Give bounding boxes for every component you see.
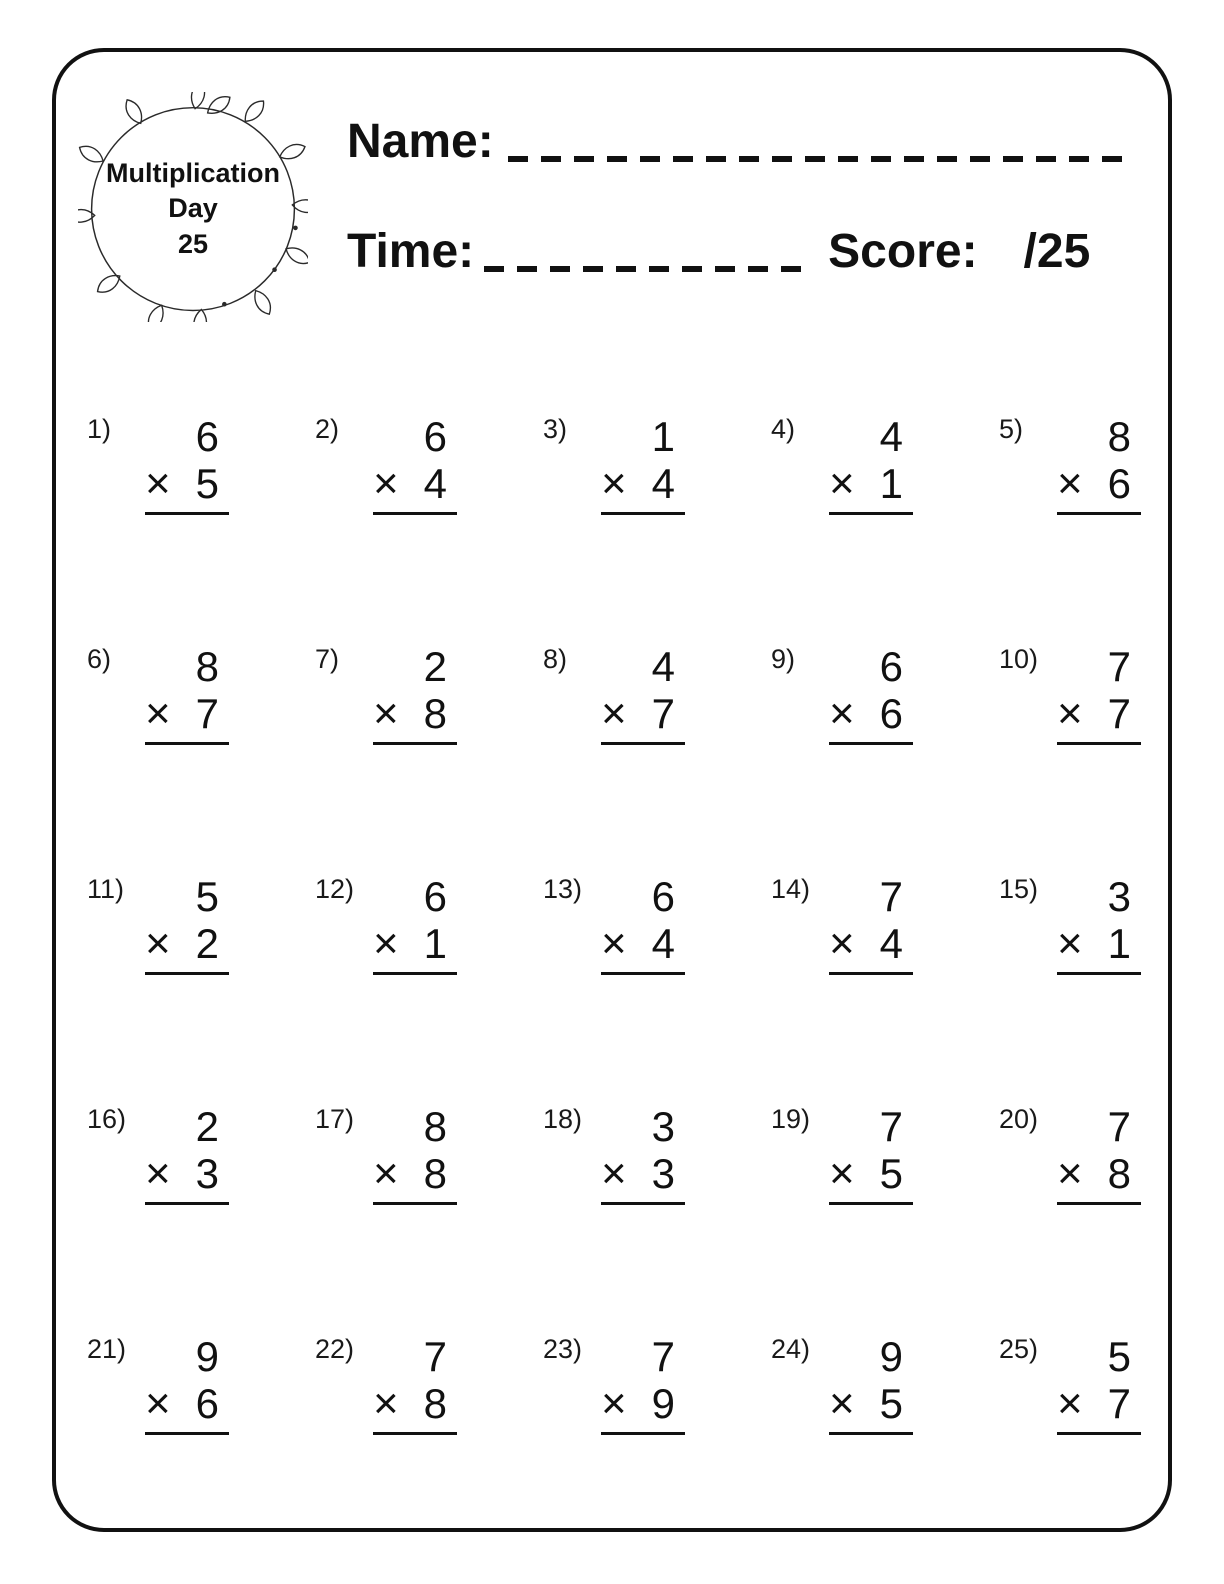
- bottom-operand-row: [145, 459, 229, 508]
- bottom-operand-row: [1057, 1379, 1141, 1428]
- bottom-operand-row: [373, 1149, 457, 1198]
- top-operand: 6: [879, 643, 903, 690]
- bottom-operand: 4: [423, 460, 447, 507]
- answer-line[interactable]: [1057, 1210, 1141, 1246]
- problem: [543, 1098, 771, 1328]
- answer-line[interactable]: [373, 980, 457, 1016]
- problem: [999, 408, 1224, 638]
- problem-number: 1): [87, 414, 112, 444]
- top-operand: 6: [423, 413, 447, 460]
- bottom-operand-row: [829, 689, 913, 738]
- multiply-icon: ×: [373, 459, 399, 508]
- problem-work: [1057, 1328, 1141, 1435]
- bottom-operand: 4: [651, 460, 675, 507]
- problem-work: [145, 868, 229, 975]
- problem-number: 16): [87, 1104, 127, 1134]
- problem-work: [373, 868, 457, 975]
- bottom-operand: 8: [1107, 1150, 1131, 1197]
- answer-line[interactable]: [601, 1210, 685, 1246]
- problem-number: 2): [315, 414, 340, 444]
- problem-work: [829, 408, 913, 515]
- problem-number: 23): [543, 1334, 583, 1364]
- problem: [315, 408, 543, 638]
- problem: [543, 868, 771, 1098]
- bottom-operand: 5: [195, 460, 219, 507]
- multiply-icon: ×: [145, 1149, 171, 1198]
- problem: [543, 638, 771, 868]
- bottom-operand-row: [1057, 919, 1141, 968]
- top-operand: 7: [1107, 643, 1131, 690]
- problem: [87, 1098, 315, 1328]
- problem-work: [1057, 408, 1141, 515]
- answer-line[interactable]: [373, 520, 457, 556]
- top-operand: 3: [1107, 873, 1131, 920]
- bottom-operand-row: [601, 919, 685, 968]
- problem-number: 12): [315, 874, 355, 904]
- top-operand: 6: [195, 413, 219, 460]
- bottom-operand-row: [373, 459, 457, 508]
- bottom-operand-row: [145, 689, 229, 738]
- answer-line[interactable]: [373, 750, 457, 786]
- answer-line[interactable]: [601, 980, 685, 1016]
- bottom-operand: 4: [651, 920, 675, 967]
- answer-line[interactable]: [1057, 520, 1141, 556]
- bottom-operand: 7: [195, 690, 219, 737]
- answer-line[interactable]: [373, 1210, 457, 1246]
- problem-number: 11): [87, 874, 125, 904]
- answer-line[interactable]: [145, 1440, 229, 1476]
- top-operand: 5: [1107, 1333, 1131, 1380]
- answer-line[interactable]: [1057, 980, 1141, 1016]
- bottom-operand-row: [145, 1379, 229, 1428]
- problem: [87, 1328, 315, 1558]
- multiply-icon: ×: [1057, 1149, 1083, 1198]
- bottom-operand: 6: [1107, 460, 1131, 507]
- top-operand: 6: [423, 873, 447, 920]
- bottom-operand-row: [1057, 459, 1141, 508]
- top-operand: 7: [651, 1333, 675, 1380]
- multiply-icon: ×: [829, 1149, 855, 1198]
- problem-work: [373, 638, 457, 745]
- problem: [999, 868, 1224, 1098]
- problem: [315, 868, 543, 1098]
- problem: [771, 638, 999, 868]
- problem-work: [829, 638, 913, 745]
- bottom-operand: 6: [879, 690, 903, 737]
- bottom-operand: 5: [879, 1150, 903, 1197]
- answer-line[interactable]: [373, 1440, 457, 1476]
- answer-line[interactable]: [601, 520, 685, 556]
- problem-work: [373, 408, 457, 515]
- bottom-operand-row: [601, 459, 685, 508]
- score-label: Score:: [828, 225, 978, 278]
- bottom-operand: 3: [195, 1150, 219, 1197]
- problem-work: [601, 868, 685, 975]
- bottom-operand-row: [1057, 689, 1141, 738]
- bottom-operand: 8: [423, 1380, 447, 1427]
- problem-number: 13): [543, 874, 583, 904]
- name-input-line[interactable]: [508, 156, 1133, 162]
- multiply-icon: ×: [829, 689, 855, 738]
- bottom-operand: 3: [651, 1150, 675, 1197]
- problem-work: [829, 1098, 913, 1205]
- problem: [771, 1328, 999, 1558]
- problem-number: 10): [999, 644, 1039, 674]
- name-row: [347, 112, 1137, 172]
- problem-work: [145, 638, 229, 745]
- multiply-icon: ×: [145, 459, 171, 508]
- bottom-operand-row: [1057, 1149, 1141, 1198]
- multiply-icon: ×: [1057, 919, 1083, 968]
- time-input-line[interactable]: [484, 266, 804, 272]
- top-operand: 9: [195, 1333, 219, 1380]
- multiply-icon: ×: [1057, 1379, 1083, 1428]
- bottom-operand-row: [829, 919, 913, 968]
- problem-number: 18): [543, 1104, 583, 1134]
- problem-number: 6): [87, 644, 112, 674]
- multiply-icon: ×: [601, 689, 627, 738]
- multiply-icon: ×: [145, 1379, 171, 1428]
- top-operand: 8: [1107, 413, 1131, 460]
- bottom-operand-row: [601, 1379, 685, 1428]
- bottom-operand: 7: [1107, 690, 1131, 737]
- problem: [87, 638, 315, 868]
- multiply-icon: ×: [145, 919, 171, 968]
- time-label: Time:: [347, 225, 475, 278]
- problem-number: 15): [999, 874, 1039, 904]
- multiply-icon: ×: [601, 459, 627, 508]
- problem: [315, 638, 543, 868]
- top-operand: 8: [423, 1103, 447, 1150]
- multiply-icon: ×: [145, 689, 171, 738]
- name-label: Name:: [347, 115, 494, 168]
- problem: [999, 638, 1224, 868]
- bottom-operand: 7: [1107, 1380, 1131, 1427]
- wreath-logo: [78, 92, 308, 322]
- problem: [543, 1328, 771, 1558]
- problem-work: [1057, 638, 1141, 745]
- bottom-operand: 1: [1107, 920, 1131, 967]
- answer-line[interactable]: [601, 750, 685, 786]
- top-operand: 6: [651, 873, 675, 920]
- bottom-operand: 1: [423, 920, 447, 967]
- problem-work: [829, 868, 913, 975]
- answer-line[interactable]: [829, 1210, 913, 1246]
- top-operand: 7: [1107, 1103, 1131, 1150]
- problem-number: 4): [771, 414, 796, 444]
- problem-work: [1057, 1098, 1141, 1205]
- top-operand: 8: [195, 643, 219, 690]
- logo-line-1: Multiplication: [106, 158, 280, 189]
- answer-line[interactable]: [601, 1440, 685, 1476]
- problem-number: 22): [315, 1334, 355, 1364]
- problem: [315, 1098, 543, 1328]
- problem: [771, 1098, 999, 1328]
- bottom-operand-row: [601, 689, 685, 738]
- answer-line[interactable]: [829, 750, 913, 786]
- multiply-icon: ×: [373, 689, 399, 738]
- problem-number: 7): [315, 644, 340, 674]
- problem-number: 9): [771, 644, 796, 674]
- problem: [543, 408, 771, 638]
- top-operand: 9: [879, 1333, 903, 1380]
- bottom-operand: 4: [879, 920, 903, 967]
- bottom-operand-row: [829, 1379, 913, 1428]
- logo-line-2: Day: [168, 193, 218, 224]
- problem-number: 5): [999, 414, 1024, 444]
- bottom-operand: 1: [879, 460, 903, 507]
- logo-text: [78, 92, 308, 322]
- multiply-icon: ×: [1057, 459, 1083, 508]
- answer-line[interactable]: [145, 750, 229, 786]
- top-operand: 5: [195, 873, 219, 920]
- bottom-operand: 2: [195, 920, 219, 967]
- problem-work: [829, 1328, 913, 1435]
- multiply-icon: ×: [373, 1149, 399, 1198]
- multiply-icon: ×: [373, 919, 399, 968]
- multiply-icon: ×: [373, 1379, 399, 1428]
- top-operand: 7: [879, 1103, 903, 1150]
- multiply-icon: ×: [601, 1149, 627, 1198]
- top-operand: 2: [423, 643, 447, 690]
- bottom-operand: 6: [195, 1380, 219, 1427]
- problem-number: 25): [999, 1334, 1039, 1364]
- bottom-operand-row: [145, 919, 229, 968]
- answer-line[interactable]: [829, 980, 913, 1016]
- answer-line[interactable]: [829, 520, 913, 556]
- problem: [999, 1328, 1224, 1558]
- problem-work: [601, 1328, 685, 1435]
- answer-line[interactable]: [829, 1440, 913, 1476]
- problem: [87, 868, 315, 1098]
- problems-grid: [87, 408, 1224, 1558]
- answer-line[interactable]: [145, 980, 229, 1016]
- problem-number: 24): [771, 1334, 811, 1364]
- problem-work: [145, 1098, 229, 1205]
- time-score-row: [347, 222, 1137, 282]
- bottom-operand: 8: [423, 1150, 447, 1197]
- answer-line[interactable]: [145, 1210, 229, 1246]
- problem: [315, 1328, 543, 1558]
- problem: [87, 408, 315, 638]
- answer-line[interactable]: [145, 520, 229, 556]
- multiply-icon: ×: [1057, 689, 1083, 738]
- problem-number: 20): [999, 1104, 1039, 1134]
- top-operand: 1: [651, 413, 675, 460]
- multiply-icon: ×: [829, 459, 855, 508]
- bottom-operand: 9: [651, 1380, 675, 1427]
- bottom-operand-row: [373, 1379, 457, 1428]
- bottom-operand-row: [145, 1149, 229, 1198]
- answer-line[interactable]: [1057, 750, 1141, 786]
- bottom-operand-row: [829, 1149, 913, 1198]
- problem-number: 14): [771, 874, 811, 904]
- multiply-icon: ×: [601, 1379, 627, 1428]
- multiply-icon: ×: [829, 1379, 855, 1428]
- problem-number: 3): [543, 414, 568, 444]
- top-operand: 7: [423, 1333, 447, 1380]
- problem-work: [145, 408, 229, 515]
- bottom-operand: 7: [651, 690, 675, 737]
- problem-number: 21): [87, 1334, 127, 1364]
- top-operand: 3: [651, 1103, 675, 1150]
- problem: [999, 1098, 1224, 1328]
- bottom-operand-row: [373, 919, 457, 968]
- problem-work: [601, 1098, 685, 1205]
- top-operand: 4: [651, 643, 675, 690]
- multiply-icon: ×: [601, 919, 627, 968]
- bottom-operand: 5: [879, 1380, 903, 1427]
- logo-line-3: 25: [177, 228, 209, 259]
- problem-work: [373, 1098, 457, 1205]
- answer-line[interactable]: [1057, 1440, 1141, 1476]
- bottom-operand: 8: [423, 690, 447, 737]
- problem-work: [373, 1328, 457, 1435]
- bottom-operand-row: [829, 459, 913, 508]
- top-operand: 7: [879, 873, 903, 920]
- problem: [771, 868, 999, 1098]
- multiply-icon: ×: [829, 919, 855, 968]
- score-value: /25: [1023, 225, 1091, 278]
- problem-number: 17): [315, 1104, 355, 1134]
- problem: [771, 408, 999, 638]
- problem-number: 8): [543, 644, 568, 674]
- problem-number: 19): [771, 1104, 811, 1134]
- problem-work: [601, 408, 685, 515]
- top-operand: 2: [195, 1103, 219, 1150]
- top-operand: 4: [879, 413, 903, 460]
- bottom-operand-row: [601, 1149, 685, 1198]
- bottom-operand-row: [373, 689, 457, 738]
- problem-work: [1057, 868, 1141, 975]
- problem-work: [145, 1328, 229, 1435]
- problem-work: [601, 638, 685, 745]
